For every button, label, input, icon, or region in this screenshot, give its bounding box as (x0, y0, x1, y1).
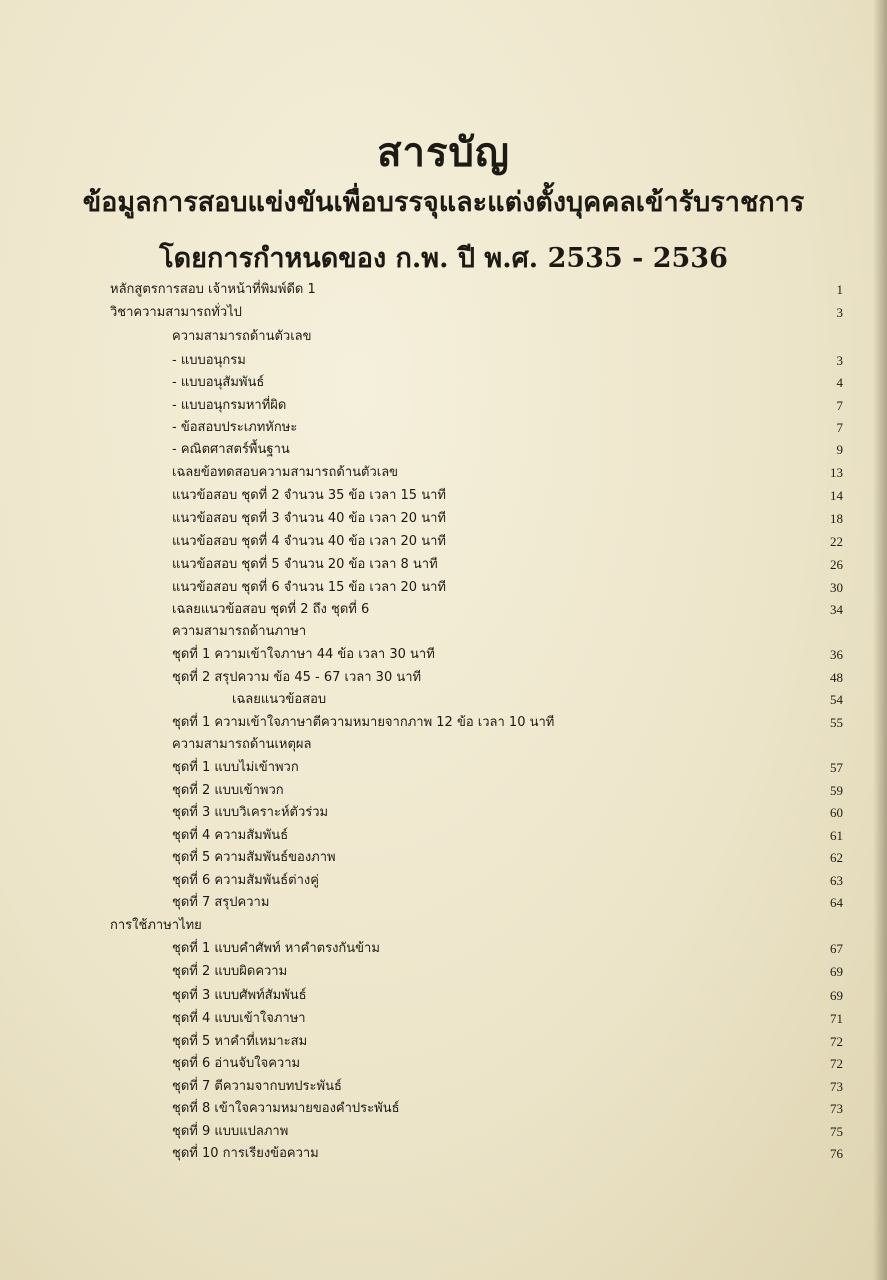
toc-entry-label: แนวข้อสอบ ชุดที่ 4 จำนวน 40 ข้อ เวลา 20 นาที (172, 534, 446, 549)
toc-entry-page: 73 (830, 1079, 843, 1094)
toc-entry-label: ความสามารถด้านเหตุผล (172, 737, 312, 752)
toc-entry-page: 57 (830, 760, 843, 775)
toc-entry-label: ชุดที่ 1 แบบคำศัพท์ หาคำตรงกันข้าม (172, 941, 380, 956)
toc-entry (0, 438, 887, 460)
toc-entry-label: เฉลยข้อทดสอบความสามารถด้านตัวเลข (172, 465, 399, 480)
toc-entry (0, 576, 887, 598)
page-subtitle-year: โดยการกำหนดของ ก.พ. ปี พ.ศ. 2535 - 2536 (159, 243, 728, 274)
toc-entry (0, 688, 887, 710)
toc-entry-page: 3 (836, 305, 843, 320)
page-subtitle: ข้อมูลการสอบแข่งขันเพื่อบรรจุและแต่งตั้งบุคคลเข้ารับราชการ (82, 187, 805, 218)
toc-entry-page: 36 (830, 647, 843, 662)
toc-entry-page: 48 (830, 670, 843, 685)
toc-entry (0, 937, 887, 959)
toc-section-heading (0, 914, 887, 936)
toc-entry-page: 13 (830, 465, 843, 480)
toc-entry-page: 75 (830, 1124, 843, 1139)
toc-entry (0, 846, 887, 868)
toc-entry (0, 1120, 887, 1142)
toc-entry (0, 891, 887, 913)
toc-entry (0, 394, 887, 416)
toc-entry-page: 72 (830, 1056, 843, 1071)
toc-entry-page: 62 (830, 850, 843, 865)
toc-entry (0, 1142, 887, 1164)
toc-entry (0, 666, 887, 688)
toc-entry-page: 63 (830, 873, 843, 888)
toc-entry-label: ชุดที่ 5 หาคำที่เหมาะสม (172, 1034, 308, 1049)
toc-entry-label: ชุดที่ 1 ความเข้าใจภาษาตีความหมายจากภาพ 12 ข้อ เวลา 10 นาที (172, 715, 555, 730)
toc-entry-page: 54 (830, 692, 843, 707)
toc-entry-page: 71 (830, 1011, 843, 1026)
toc-entry-label: ความสามารถด้านตัวเลข (172, 329, 312, 344)
toc-entry-page: 64 (830, 895, 843, 910)
toc-entry-page: 3 (836, 353, 843, 368)
toc-entry (0, 598, 887, 620)
toc-entry-label: ชุดที่ 6 อ่านจับใจความ (172, 1056, 301, 1071)
toc-entry-page: 59 (830, 783, 843, 798)
toc-entry-label: เฉลยแนวข้อสอบ (232, 692, 327, 707)
toc-entry-page: 30 (830, 580, 843, 595)
toc-entry (0, 553, 887, 575)
toc-entry (0, 530, 887, 552)
toc-entry (0, 371, 887, 393)
toc-entry-label: แนวข้อสอบ ชุดที่ 3 จำนวน 40 ข้อ เวลา 20 นาที (172, 511, 446, 526)
toc-entry (0, 779, 887, 801)
toc-section-heading (0, 620, 887, 642)
toc-entry-label: ชุดที่ 1 ความเข้าใจภาษา 44 ข้อ เวลา 30 นาที (172, 647, 435, 662)
toc-entry (0, 711, 887, 733)
toc-entry-page: 34 (830, 602, 843, 617)
toc-entry-label: ชุดที่ 3 แบบวิเคราะห์ตัวร่วม (172, 805, 329, 820)
toc-entry (0, 507, 887, 529)
toc-entry-page: 9 (836, 442, 843, 457)
toc-entry-label: วิชาความสามารถทั่วไป (110, 305, 242, 320)
toc-entry (0, 643, 887, 665)
toc-entry-page: 22 (830, 534, 843, 549)
toc-entry-label: - แบบอนุกรมหาที่ผิด (172, 398, 287, 413)
toc-entry-label: ความสามารถด้านภาษา (172, 624, 307, 639)
toc-entry-label: ชุดที่ 2 แบบเข้าพวก (172, 783, 284, 798)
toc-entry-page: 7 (836, 420, 843, 435)
toc-entry-page: 61 (830, 828, 843, 843)
toc-entry (0, 801, 887, 823)
toc-entry-label: ชุดที่ 2 สรุปความ ข้อ 45 - 67 เวลา 30 นาที (172, 670, 422, 685)
toc-entry (0, 960, 887, 982)
toc-entry (0, 1030, 887, 1052)
toc-entry (0, 756, 887, 778)
toc-entry (0, 1097, 887, 1119)
toc-entry (0, 824, 887, 846)
toc-entry (0, 869, 887, 891)
toc-entry-label: แนวข้อสอบ ชุดที่ 2 จำนวน 35 ข้อ เวลา 15 นาที (172, 488, 446, 503)
toc-section-heading (0, 733, 887, 755)
toc-entry (0, 301, 887, 323)
toc-entry-label: ชุดที่ 10 การเรียงข้อความ (172, 1146, 319, 1161)
toc-entry-page: 73 (830, 1101, 843, 1116)
toc-entry-label: ชุดที่ 6 ความสัมพันธ์ต่างคู่ (172, 873, 319, 888)
toc-entry-page: 14 (830, 488, 843, 503)
toc-entry-page: 76 (830, 1146, 843, 1161)
toc-entry-label: ชุดที่ 4 แบบเข้าใจภาษา (172, 1011, 306, 1026)
toc-entry-label: ชุดที่ 3 แบบศัพท์สัมพันธ์ (172, 988, 307, 1003)
toc-entry-label: ชุดที่ 9 แบบแปลภาพ (172, 1124, 289, 1139)
toc-entry (0, 278, 887, 300)
toc-entry-page: 7 (836, 398, 843, 413)
toc-entry-page: 67 (830, 941, 843, 956)
toc-entry-label: - แบบอนุกรม (172, 353, 246, 368)
toc-entry-label: แนวข้อสอบ ชุดที่ 5 จำนวน 20 ข้อ เวลา 8 นาที (172, 557, 438, 572)
page-title: สารบัญ (377, 129, 510, 176)
toc-entry-label: - ข้อสอบประเภทหักษะ (172, 420, 298, 435)
toc-entry (0, 984, 887, 1006)
toc-entry-page: 1 (836, 282, 843, 297)
toc-entry (0, 416, 887, 438)
toc-entry-label: ชุดที่ 1 แบบไม่เข้าพวก (172, 760, 299, 775)
toc-entry-page: 72 (830, 1034, 843, 1049)
toc-entry-label: แนวข้อสอบ ชุดที่ 6 จำนวน 15 ข้อ เวลา 20 นาที (172, 580, 446, 595)
toc-entry-label: ชุดที่ 2 แบบผิดความ (172, 964, 288, 979)
toc-entry-label: เฉลยแนวข้อสอบ ชุดที่ 2 ถึง ชุดที่ 6 (172, 602, 370, 617)
toc-entry-page: 60 (830, 805, 843, 820)
toc-entry-label: หลักสูตรการสอบ เจ้าหน้าที่พิมพ์ดีด 1 (110, 282, 316, 297)
toc-entry-label: ชุดที่ 8 เข้าใจความหมายของคำประพันธ์ (172, 1101, 400, 1116)
toc-entry-label: ชุดที่ 7 สรุปความ (172, 895, 270, 910)
toc-entry (0, 484, 887, 506)
toc-entry-label: ชุดที่ 5 ความสัมพันธ์ของภาพ (172, 850, 336, 865)
toc-entry-page: 55 (830, 715, 843, 730)
toc-entry-label: ชุดที่ 7 ตีความจากบทประพันธ์ (172, 1079, 342, 1094)
toc-entry-page: 69 (830, 964, 843, 979)
toc-entry (0, 1007, 887, 1029)
toc-entry-label: การใช้ภาษาไทย (110, 918, 202, 933)
toc-entry-page: 18 (830, 511, 843, 526)
toc-entry (0, 1075, 887, 1097)
toc-entry-page: 26 (830, 557, 843, 572)
toc-entry (0, 461, 887, 483)
toc-entry-page: 69 (830, 988, 843, 1003)
toc-entry-label: - คณิตศาสตร์พื้นฐาน (172, 442, 290, 457)
toc-entry-label: ชุดที่ 4 ความสัมพันธ์ (172, 828, 289, 843)
toc-entry (0, 349, 887, 371)
toc-entry (0, 1052, 887, 1074)
toc-entry-label: - แบบอนุสัมพันธ์ (172, 375, 265, 390)
toc-section-heading (0, 325, 887, 347)
toc-entry-page: 4 (836, 375, 843, 390)
